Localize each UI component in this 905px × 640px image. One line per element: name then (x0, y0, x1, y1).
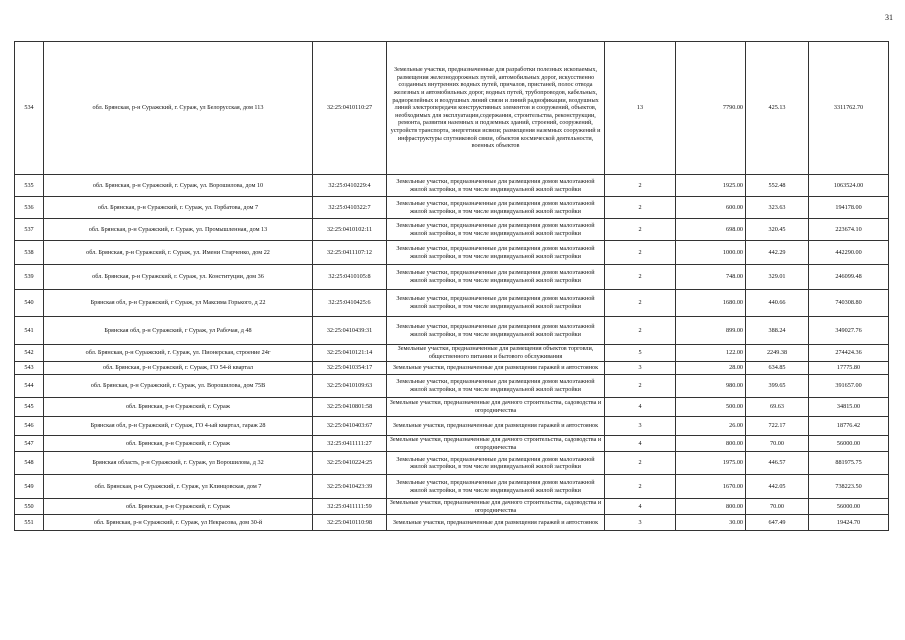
permitted-use-cell: Земельные участки, предназначенные для размещения домов малоэтажной жилой застройки, в том числе индивидуальной жилой застройки (387, 219, 605, 241)
area-cell: 500.00 (676, 398, 746, 417)
group-number-cell: 2 (605, 241, 676, 265)
address-cell: обл. Брянская, р-н Суражский, г. Сураж, ул Клинцовская, дом 7 (44, 475, 313, 499)
cadastral-value-cell: 246099.48 (809, 265, 889, 290)
area-cell: 800.00 (676, 499, 746, 515)
group-number-cell: 4 (605, 436, 676, 452)
cadastral-value-cell: 18776.42 (809, 417, 889, 436)
cadastral-value-cell: 17775.80 (809, 362, 889, 375)
specific-value-cell: 634.85 (746, 362, 809, 375)
address-cell: Брянская обл, р-н Суражский, г Сураж, ул Рабочая, д 48 (44, 317, 313, 345)
cadastral-value-cell: 391657.00 (809, 375, 889, 398)
row-number-cell: 546 (15, 417, 44, 436)
group-number-cell: 2 (605, 265, 676, 290)
permitted-use-cell: Земельные участки, предназначенные для размещения домов малоэтажной жилой застройки, в том числе индивидуальной жилой застройки (387, 290, 605, 317)
table-row (15, 290, 889, 317)
row-number-cell: 550 (15, 499, 44, 515)
cadastral-number-cell: 32:25:0410801:58 (313, 398, 387, 417)
specific-value-cell: 399.65 (746, 375, 809, 398)
table-row (15, 417, 889, 436)
area-cell: 26.00 (676, 417, 746, 436)
address-cell: обл. Брянская, р-н Суражский, г. Сураж, ул. Имени Старченко, дом 22 (44, 241, 313, 265)
group-number-cell: 2 (605, 219, 676, 241)
row-number-cell: 534 (15, 42, 44, 175)
specific-value-cell: 70.00 (746, 499, 809, 515)
area-cell: 748.00 (676, 265, 746, 290)
cadastral-number-cell: 32:25:0410439:31 (313, 317, 387, 345)
table-row (15, 362, 889, 375)
cadastral-value-cell: 3311762.70 (809, 42, 889, 175)
permitted-use-cell: Земельные участки, предназначенные для дачного строительства, садоводства и огородничества (387, 398, 605, 417)
permitted-use-cell: Земельные участки, предназначенные для размещения домов малоэтажной жилой застройки, в том числе индивидуальной жилой застройки (387, 175, 605, 197)
row-number-cell: 535 (15, 175, 44, 197)
table-row (15, 475, 889, 499)
address-cell: обл. Брянская, р-н Суражский, г. Сураж (44, 499, 313, 515)
cadastral-number-cell: 32:25:0410110:27 (313, 42, 387, 175)
cadastral-number-cell: 32:25:0410423:39 (313, 475, 387, 499)
address-cell: обл. Брянская, р-н Суражский, г. Сураж, ул. Промышленная, дом 13 (44, 219, 313, 241)
table-row (15, 452, 889, 475)
row-number-cell: 537 (15, 219, 44, 241)
row-number-cell: 539 (15, 265, 44, 290)
cadastral-number-cell: 32:25:0411107:12 (313, 241, 387, 265)
permitted-use-cell: Земельные участки, предназначенные для размещения домов малоэтажной жилой застройки, в том числе индивидуальной жилой застройки (387, 375, 605, 398)
group-number-cell: 4 (605, 499, 676, 515)
specific-value-cell: 388.24 (746, 317, 809, 345)
permitted-use-cell: Земельные участки, предназначенные для размещения гаражей и автостоянок (387, 515, 605, 531)
cadastral-value-cell: 223674.10 (809, 219, 889, 241)
cadastral-number-cell: 32:25:0410121:14 (313, 345, 387, 362)
cadastral-value-cell: 274424.36 (809, 345, 889, 362)
permitted-use-cell: Земельные участки, предназначенные для размещения домов малоэтажной жилой застройки, в том числе индивидуальной жилой застройки (387, 317, 605, 345)
row-number-cell: 545 (15, 398, 44, 417)
table-row (15, 436, 889, 452)
cadastral-value-cell: 56000.00 (809, 436, 889, 452)
cadastral-value-cell: 34815.00 (809, 398, 889, 417)
table-row (15, 175, 889, 197)
table-row (15, 345, 889, 362)
group-number-cell: 2 (605, 197, 676, 219)
row-number-cell: 540 (15, 290, 44, 317)
specific-value-cell: 552.48 (746, 175, 809, 197)
area-cell: 7790.00 (676, 42, 746, 175)
cadastral-value-cell: 194178.00 (809, 197, 889, 219)
group-number-cell: 2 (605, 290, 676, 317)
row-number-cell: 548 (15, 452, 44, 475)
cadastral-value-cell: 740308.80 (809, 290, 889, 317)
specific-value-cell: 70.00 (746, 436, 809, 452)
table-row (15, 317, 889, 345)
row-number-cell: 547 (15, 436, 44, 452)
row-number-cell: 543 (15, 362, 44, 375)
cadastral-number-cell: 32:25:0410102:11 (313, 219, 387, 241)
table-row (15, 265, 889, 290)
specific-value-cell: 647.49 (746, 515, 809, 531)
permitted-use-cell: Земельные участки, предназначенные для размещения домов малоэтажной жилой застройки, в том числе индивидуальной жилой застройки (387, 452, 605, 475)
row-number-cell: 538 (15, 241, 44, 265)
table-row (15, 197, 889, 219)
row-number-cell: 544 (15, 375, 44, 398)
cadastral-number-cell: 32:25:0410425:6 (313, 290, 387, 317)
table-row (15, 42, 889, 175)
page-number: 31 (885, 13, 893, 22)
cadastral-number-cell: 32:25:0410105:8 (313, 265, 387, 290)
specific-value-cell: 425.13 (746, 42, 809, 175)
specific-value-cell: 323.63 (746, 197, 809, 219)
group-number-cell: 2 (605, 452, 676, 475)
address-cell: обл. Брянская, р-н Суражский, г. Сураж (44, 436, 313, 452)
row-number-cell: 549 (15, 475, 44, 499)
area-cell: 1000.00 (676, 241, 746, 265)
group-number-cell: 3 (605, 362, 676, 375)
cadastral-number-cell: 32:25:0410322:7 (313, 197, 387, 219)
specific-value-cell: 442.05 (746, 475, 809, 499)
cadastral-number-cell: 32:25:0410224:25 (313, 452, 387, 475)
cadastral-number-cell: 32:25:0410109:63 (313, 375, 387, 398)
address-cell: обл. Брянская, р-н Суражский, г. Сураж, ул Некрасова, дом 30-й (44, 515, 313, 531)
area-cell: 698.00 (676, 219, 746, 241)
cadastral-value-table (14, 41, 889, 531)
cadastral-number-cell: 32:25:0410354:17 (313, 362, 387, 375)
table-row (15, 375, 889, 398)
area-cell: 899.00 (676, 317, 746, 345)
row-number-cell: 536 (15, 197, 44, 219)
area-cell: 1975.00 (676, 452, 746, 475)
specific-value-cell: 69.63 (746, 398, 809, 417)
cadastral-value-cell: 442290.00 (809, 241, 889, 265)
table-body (15, 42, 889, 531)
group-number-cell: 2 (605, 317, 676, 345)
address-cell: обл. Брянская, р-н Суражский, г. Сураж, ул. Ворошилова, дом 10 (44, 175, 313, 197)
area-cell: 1680.00 (676, 290, 746, 317)
permitted-use-cell: Земельные участки, предназначенные для размещения гаражей и автостоянок (387, 362, 605, 375)
table-row (15, 398, 889, 417)
permitted-use-cell: Земельные участки, предназначенные для размещения домов малоэтажной жилой застройки, в том числе индивидуальной жилой застройки (387, 265, 605, 290)
permitted-use-cell: Земельные участки, предназначенные для размещения домов малоэтажной жилой застройки, в том числе индивидуальной жилой застройки (387, 241, 605, 265)
cadastral-value-cell: 1063524.00 (809, 175, 889, 197)
table-row (15, 499, 889, 515)
address-cell: Брянская обл, р-н Суражский, г Сураж, ГО 4-ый квартал, гараж 28 (44, 417, 313, 436)
specific-value-cell: 440.66 (746, 290, 809, 317)
group-number-cell: 2 (605, 375, 676, 398)
permitted-use-cell: Земельные участки, предназначенные для дачного строительства, садоводства и огородничества (387, 499, 605, 515)
address-cell: Брянская обл, р-н Суражский, г Сураж, ул Максима Горького, д 22 (44, 290, 313, 317)
specific-value-cell: 2249.38 (746, 345, 809, 362)
specific-value-cell: 722.17 (746, 417, 809, 436)
permitted-use-cell: Земельные участки, предназначенные для размещения гаражей и автостоянок (387, 417, 605, 436)
area-cell: 28.00 (676, 362, 746, 375)
permitted-use-cell: Земельные участки, предназначенные для размещения домов малоэтажной жилой застройки, в том числе индивидуальной жилой застройки (387, 475, 605, 499)
cadastral-number-cell: 32:25:0411111:59 (313, 499, 387, 515)
area-cell: 600.00 (676, 197, 746, 219)
permitted-use-cell: Земельные участки, предназначенные для дачного строительства, садоводства и огородничества (387, 436, 605, 452)
cadastral-number-cell: 32:25:0410403:67 (313, 417, 387, 436)
area-cell: 122.00 (676, 345, 746, 362)
address-cell: обл. Брянская, р-н Суражский, г. Сураж, ул. Конституции, дом 36 (44, 265, 313, 290)
specific-value-cell: 442.29 (746, 241, 809, 265)
area-cell: 30.00 (676, 515, 746, 531)
row-number-cell: 542 (15, 345, 44, 362)
specific-value-cell: 329.01 (746, 265, 809, 290)
group-number-cell: 2 (605, 475, 676, 499)
cadastral-number-cell: 32:25:0410110:98 (313, 515, 387, 531)
specific-value-cell: 320.45 (746, 219, 809, 241)
group-number-cell: 13 (605, 42, 676, 175)
cadastral-value-cell: 349027.76 (809, 317, 889, 345)
cadastral-number-cell: 32:25:0411111:27 (313, 436, 387, 452)
row-number-cell: 541 (15, 317, 44, 345)
address-cell: Брянская область, р-н Суражский, г. Сураж, ул Ворошилова, д 32 (44, 452, 313, 475)
table-row (15, 241, 889, 265)
permitted-use-cell: Земельные участки, предназначенные для разработки полезных ископаемых, размещения железнодорожных путей, автомобильных дорог, искусственно созданных внутренних водных путей, причалов, пристаней, полос отвода железных и автомобильных дорог, водных путей, трубопроводов, кабельных, радиорелейных и воздушных линий связи и линий радиофикации, воздушных линий электропередачи конструктивных элементов и сооружений, объектов, необходимых для эксплуатации,содержания, строительства, реконструкции, ремонта, развития наземных и подземных зданий, строений, сооружений, устройств транспорта, энергетики исвязи; размещения наземных сооружений и инфраструктуры спутниковой связи, объектов космической деятельности, военных объектов (387, 42, 605, 175)
cadastral-value-cell: 56000.00 (809, 499, 889, 515)
area-cell: 1925.00 (676, 175, 746, 197)
address-cell: обл. Брянская, р-н Суражский, г. Сураж, ул. Горбатова, дом 7 (44, 197, 313, 219)
address-cell: обл. Брянская, р-н Суражский, г. Сураж, ул. Ворошилова, дом 75В (44, 375, 313, 398)
address-cell: обл. Брянская, р-н Суражский, г. Сураж, ул Белорусская, дом 113 (44, 42, 313, 175)
area-cell: 800.00 (676, 436, 746, 452)
specific-value-cell: 446.57 (746, 452, 809, 475)
permitted-use-cell: Земельные участки, предназначенные для размещения домов малоэтажной жилой застройки, в том числе индивидуальной жилой застройки (387, 197, 605, 219)
address-cell: обл. Брянская, р-н Суражский, г. Сураж (44, 398, 313, 417)
cadastral-value-cell: 738223.50 (809, 475, 889, 499)
table-row (15, 219, 889, 241)
cadastral-number-cell: 32:25:0410229:4 (313, 175, 387, 197)
address-cell: обл. Брянская, р-н Суражский, г. Сураж, ул. Пионерская, строение 24г (44, 345, 313, 362)
area-cell: 980.00 (676, 375, 746, 398)
group-number-cell: 3 (605, 417, 676, 436)
cadastral-value-cell: 881975.75 (809, 452, 889, 475)
group-number-cell: 4 (605, 398, 676, 417)
group-number-cell: 3 (605, 515, 676, 531)
row-number-cell: 551 (15, 515, 44, 531)
group-number-cell: 5 (605, 345, 676, 362)
permitted-use-cell: Земельные участки, предназначенные для размещения объектов торговли, общественного питания и бытового обслуживания (387, 345, 605, 362)
area-cell: 1670.00 (676, 475, 746, 499)
cadastral-value-cell: 19424.70 (809, 515, 889, 531)
group-number-cell: 2 (605, 175, 676, 197)
address-cell: обл. Брянская, р-н Суражский, г. Сураж, ГО 54-й квартал (44, 362, 313, 375)
table-row (15, 515, 889, 531)
